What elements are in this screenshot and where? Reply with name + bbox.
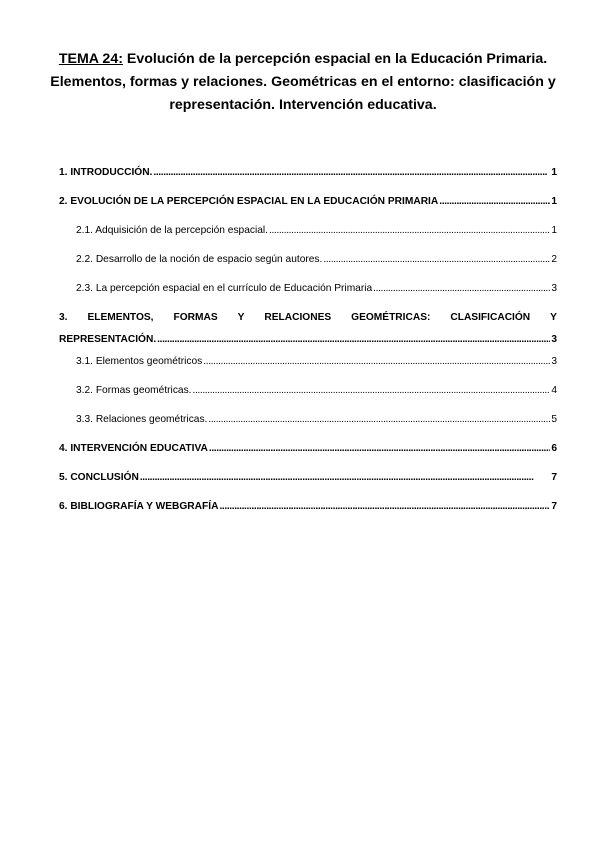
title-label: TEMA 24: xyxy=(58,51,123,67)
toc-entry-2-3[interactable] xyxy=(59,280,557,309)
toc-entry-intervencion[interactable] xyxy=(59,440,557,469)
toc-leader xyxy=(140,469,551,487)
toc-entry-text: 4. INTERVENCIÓN EDUCATIVA xyxy=(59,443,208,454)
document-title xyxy=(50,48,556,117)
toc-entry-introduccion[interactable] xyxy=(59,164,557,193)
toc-page-number: 1 xyxy=(551,167,557,178)
toc-leader xyxy=(373,280,550,298)
toc-entry-conclusion[interactable] xyxy=(59,469,557,498)
toc-entry-text: 2.3. La percepción espacial en el currículo de Educación Primaria xyxy=(76,283,373,294)
toc-page-number: 7 xyxy=(551,472,557,483)
toc-entry-evolucion[interactable] xyxy=(59,193,557,222)
toc-entry-text: 3.1. Elementos geométricos xyxy=(76,356,203,367)
toc-leader xyxy=(219,498,550,516)
toc-leader xyxy=(153,164,550,182)
toc-page-number: 1 xyxy=(551,196,557,207)
toc-entry-2-1[interactable] xyxy=(59,222,557,251)
toc-leader xyxy=(157,331,550,349)
toc-leader xyxy=(269,222,550,240)
toc-page-number: 3 xyxy=(551,356,557,367)
toc-word: Y xyxy=(237,312,245,323)
toc-entry-text: 3.2. Formas geométricas. xyxy=(76,385,192,396)
toc-entry-text: 6. BIBLIOGRAFÍA Y WEBGRAFÍA xyxy=(59,501,219,512)
toc-word: FORMAS xyxy=(173,312,218,323)
toc-entry-text: REPRESENTACIÓN. xyxy=(59,334,157,345)
toc-entry-text: 5. CONCLUSIÓN xyxy=(59,472,139,483)
toc-leader xyxy=(323,251,550,269)
toc-entry-text: 2. EVOLUCIÓN DE LA PERCEPCIÓN ESPACIAL EN LA EDUCACIÓN PRIMARIA xyxy=(59,196,439,207)
toc-entry-text: 2.1. Adquisición de la percepción espacial. xyxy=(76,225,268,236)
toc-word: ELEMENTOS, xyxy=(87,312,154,323)
title-text: Evolución de la percepción espacial en la Educación Primaria. Elementos, formas y relaciones. Geométricas en el entorno: clasificación y representación. Intervención educativa. xyxy=(50,51,556,113)
toc-entry-2-2[interactable] xyxy=(59,251,557,280)
toc-entry-text: 1. INTRODUCCIÓN. xyxy=(59,167,153,178)
toc-entry-3-1[interactable] xyxy=(59,353,557,382)
toc-leader xyxy=(439,193,550,211)
toc-word: Y xyxy=(550,312,557,323)
toc-page-number: 1 xyxy=(551,225,557,236)
toc-page-number: 6 xyxy=(551,443,557,454)
toc-page-number: 3 xyxy=(551,334,557,345)
toc-entry-elementos[interactable] xyxy=(59,309,557,349)
toc-leader xyxy=(203,353,550,371)
toc-page-number: 3 xyxy=(551,283,557,294)
toc-page-number: 5 xyxy=(551,414,557,425)
toc-entry-text: 2.2. Desarrollo de la noción de espacio según autores. xyxy=(76,254,323,265)
toc-leader xyxy=(209,440,550,458)
toc-page-number: 2 xyxy=(551,254,557,265)
toc-word: 3. xyxy=(59,312,68,323)
toc-entry-bibliografia[interactable] xyxy=(59,498,557,527)
toc-entry-text: 3.3. Relaciones geométricas. xyxy=(76,414,208,425)
toc-page-number: 4 xyxy=(551,385,557,396)
toc-word: CLASIFICACIÓN xyxy=(450,312,531,323)
toc-entry-3-3[interactable] xyxy=(59,411,557,440)
toc-leader xyxy=(193,382,551,400)
toc-entry-line2 xyxy=(59,331,557,349)
toc-word: GEOMÉTRICAS: xyxy=(351,312,431,323)
toc-entry-line1 xyxy=(59,309,557,327)
toc-leader xyxy=(208,411,550,429)
toc-word: RELACIONES xyxy=(264,312,332,323)
toc-page-number: 7 xyxy=(551,501,557,512)
table-of-contents xyxy=(59,164,557,527)
toc-entry-3-2[interactable] xyxy=(59,382,557,411)
